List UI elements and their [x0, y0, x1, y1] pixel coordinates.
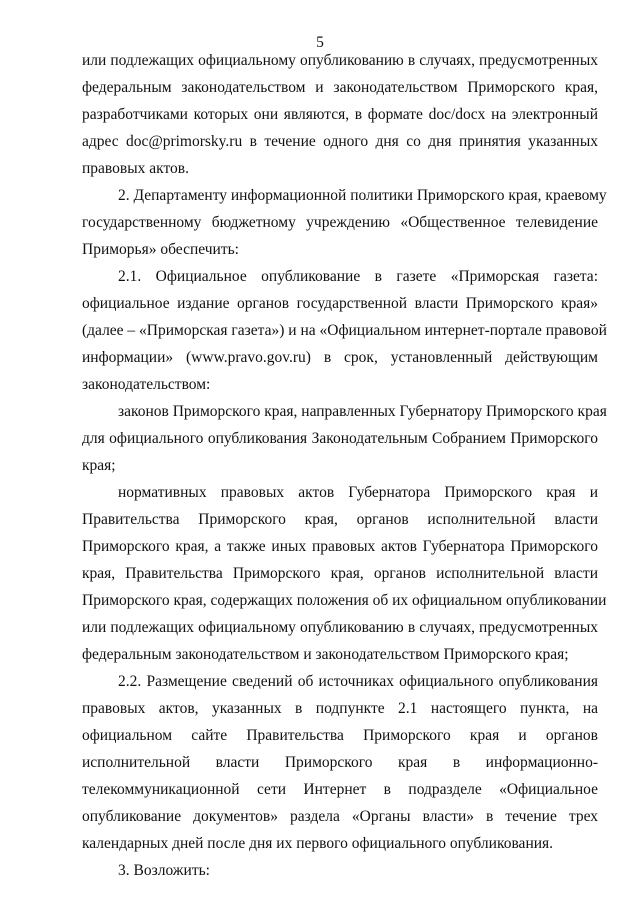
- text-line: календарных дней после дня их первого официального опубликования.: [82, 835, 554, 852]
- text-line: телекоммуникационной сети Интернет в подразделе «Официальное: [82, 781, 598, 798]
- paragraph-p5: [82, 479, 607, 668]
- text-line: разработчиками которых они являются, в формате doc/docx на электронный: [82, 106, 598, 123]
- text-line: (далее – «Приморская газета») и на «Официальном интернет-портале правовой: [82, 322, 607, 339]
- text-line: 2.1. Официальное опубликование в газете «Приморская газета:: [118, 268, 598, 285]
- text-line: законов Приморского края, направленных Губернатору Приморского края: [118, 403, 607, 420]
- text-line: для официального опубликования Законодательным Собранием Приморского: [82, 430, 598, 447]
- text-line: правовых актов.: [82, 160, 189, 177]
- paragraph-p1: [82, 47, 598, 182]
- text-line: или подлежащих официальному опубликованию в случаях, предусмотренных: [82, 52, 598, 69]
- paragraph-p4: [82, 398, 607, 479]
- text-line: правовых актов, указанных в подпункте 2.1 настоящего пункта, на: [82, 700, 598, 717]
- text-line: 2.2. Размещение сведений об источниках официального опубликования: [118, 673, 598, 690]
- text-line: адрес doc@primorsky.ru в течение одного дня со дня принятия указанных: [82, 133, 598, 150]
- paragraph-p7: [82, 857, 598, 884]
- text-line: федеральным законодательством и законодательством Приморского края,: [82, 79, 598, 96]
- text-line: Правительства Приморского края, органов исполнительной власти: [82, 511, 598, 528]
- text-line: информации» (www.pravo.gov.ru) в срок, установленный действующим: [82, 349, 598, 366]
- text-line: Приморья» обеспечить:: [82, 241, 239, 258]
- paragraph-p3: [82, 263, 607, 398]
- text-line: 3. Возложить:: [118, 862, 210, 879]
- text-line: официальное издание органов государственной власти Приморского края»: [82, 295, 598, 312]
- paragraph-p2: [82, 182, 607, 263]
- text-line: Приморского края, а также иных правовых актов Губернатора Приморского: [82, 538, 598, 555]
- text-line: государственному бюджетному учреждению «Общественное телевидение: [82, 214, 598, 231]
- text-line: исполнительной власти Приморского края в информационно-: [82, 754, 598, 771]
- text-line: или подлежащих официальному опубликованию в случаях, предусмотренных: [82, 619, 598, 636]
- paragraph-p6: [82, 668, 598, 857]
- text-line: федеральным законодательством и законодательством Приморского края;: [82, 646, 569, 663]
- text-line: законодательством:: [82, 376, 211, 393]
- text-line: опубликование документов» раздела «Органы власти» в течение трех: [82, 808, 598, 825]
- text-line: края;: [82, 457, 116, 474]
- text-line: 2. Департаменту информационной политики Приморского края, краевому: [118, 187, 607, 204]
- text-line: края, Правительства Приморского края, органов исполнительной власти: [82, 565, 598, 582]
- text-line: Приморского края, содержащих положения об их официальном опубликовании: [82, 592, 607, 609]
- text-line: официальном сайте Правительства Приморского края и органов: [82, 727, 598, 744]
- text-line: нормативных правовых актов Губернатора Приморского края и: [118, 484, 598, 501]
- page-number: 5: [316, 34, 324, 51]
- document-body: [82, 47, 607, 884]
